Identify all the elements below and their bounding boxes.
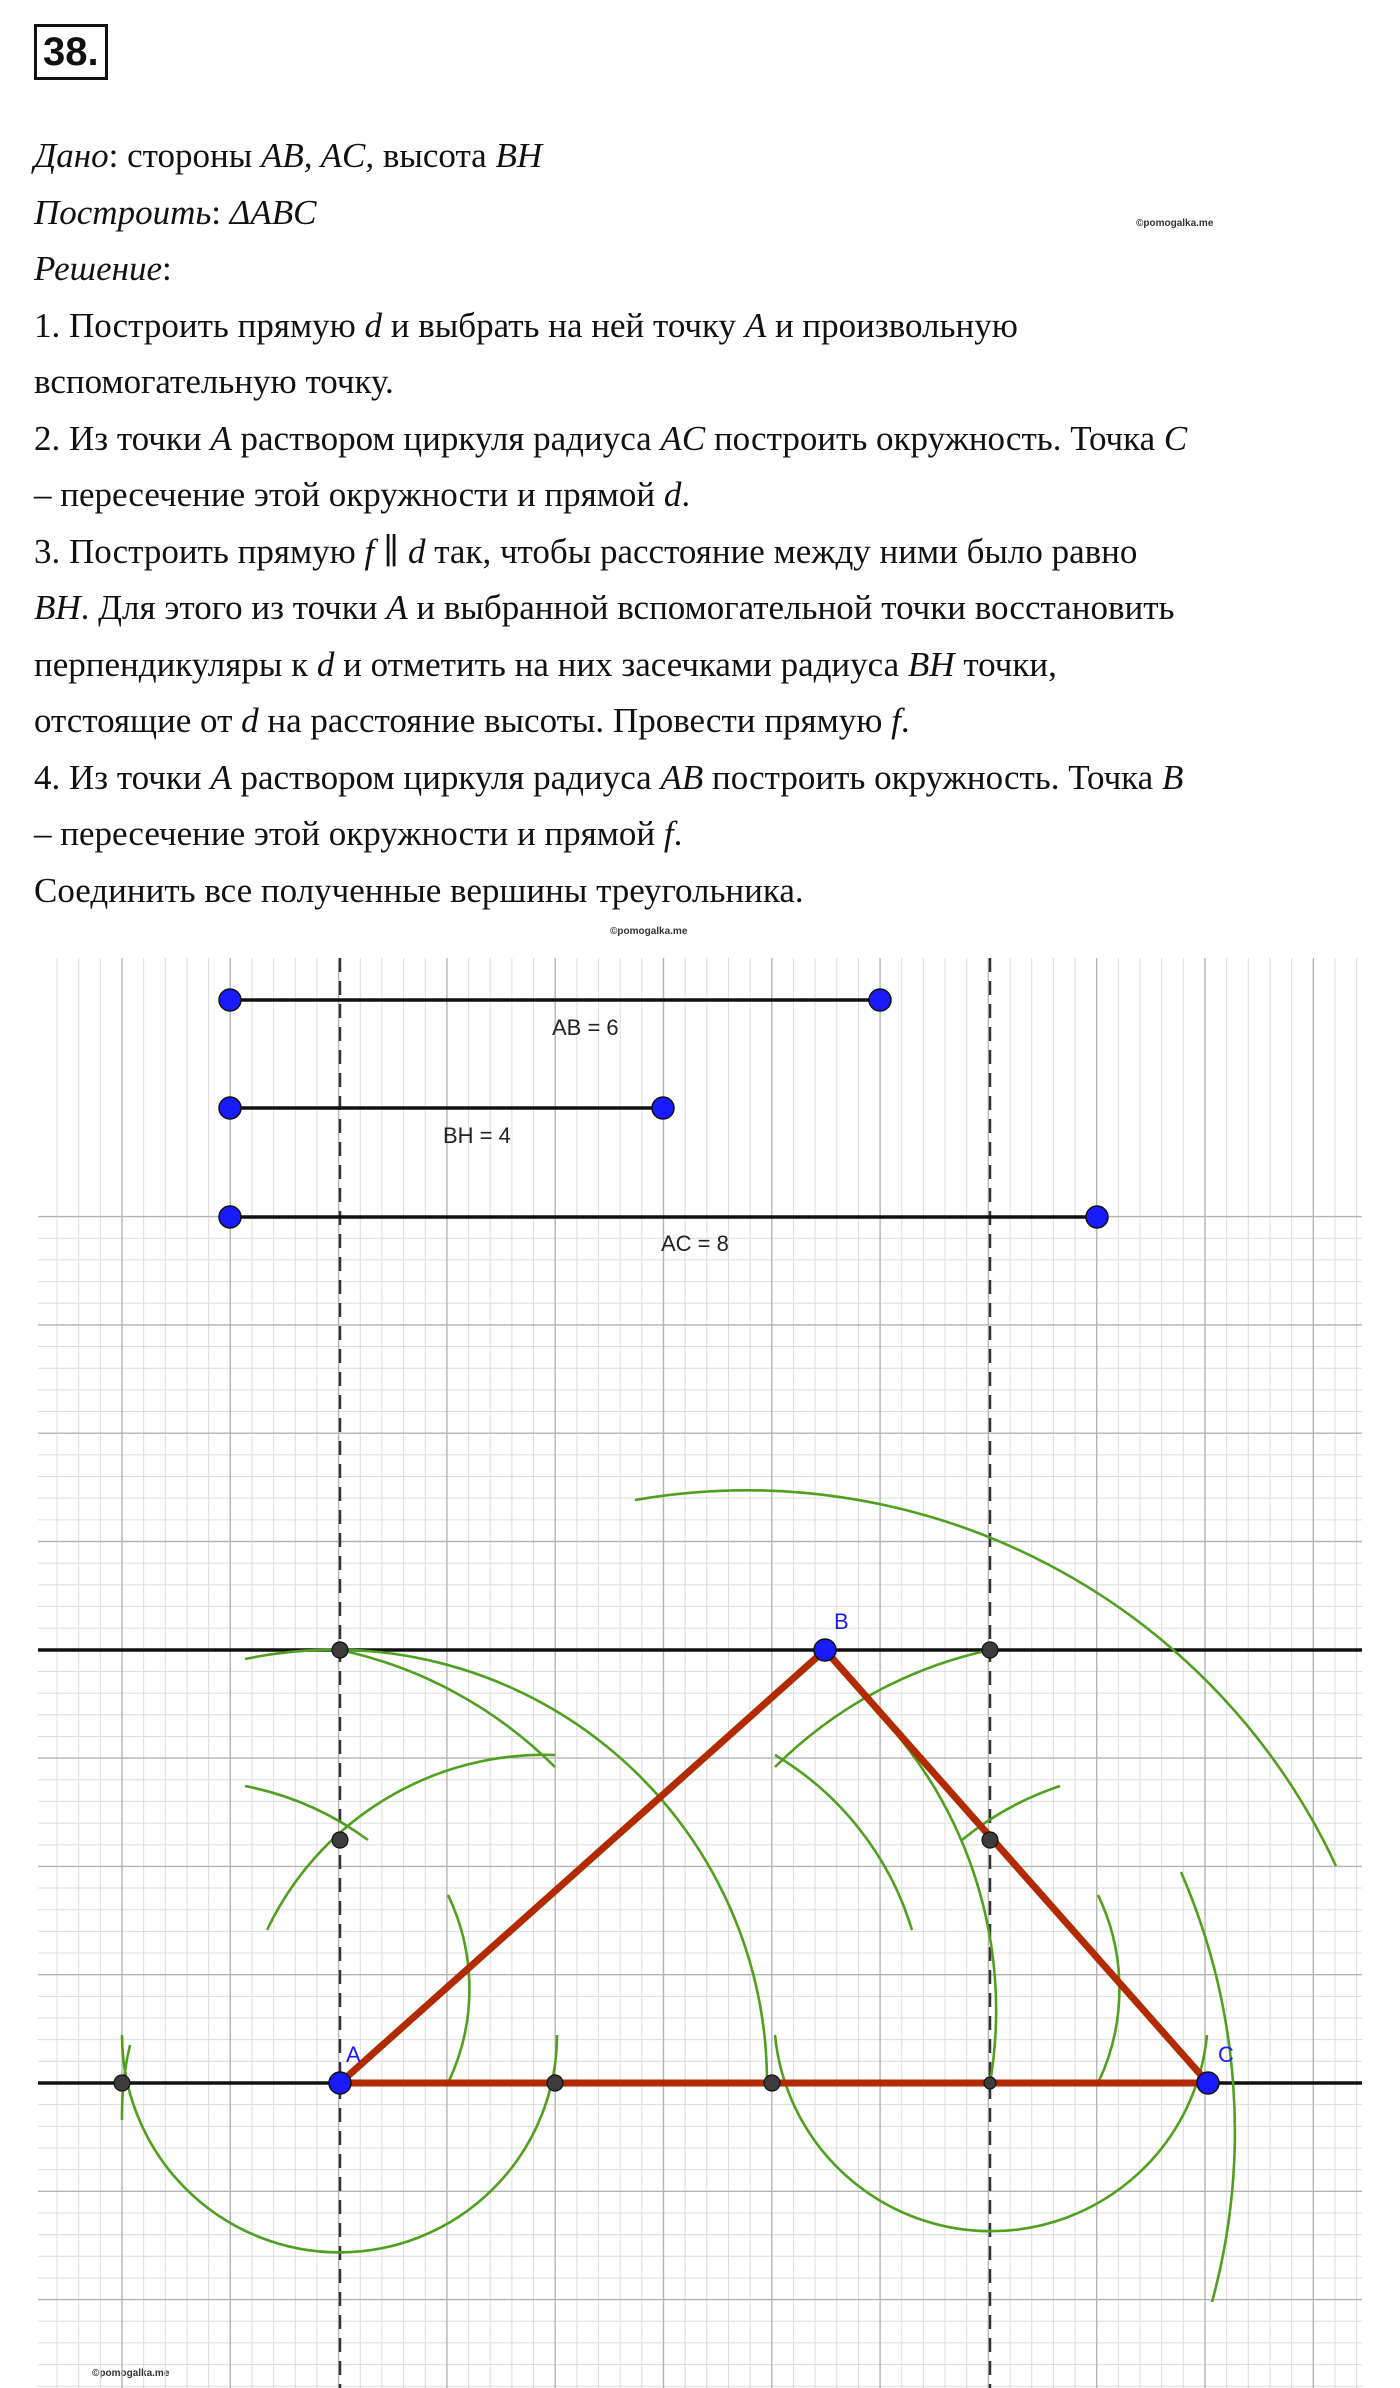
text-run: – пересечение этой окружности и прямой — [34, 814, 664, 853]
math-term: BH — [907, 644, 955, 684]
text-run: высота — [374, 136, 496, 175]
text-run: точки, — [954, 644, 1057, 684]
segment-endpoint — [869, 989, 891, 1011]
math-term: AC — [660, 418, 706, 458]
construction-figure — [0, 950, 1400, 2388]
text-run: и выбрать на ней точку — [382, 305, 745, 345]
text-run: на расстояние высоты. Провести прямую — [258, 701, 892, 740]
segment-endpoint — [652, 1097, 674, 1119]
point-b-label: B — [834, 1609, 849, 1634]
text-line — [34, 128, 1364, 185]
math-term: A — [210, 418, 232, 458]
text-run: ∥ — [374, 531, 408, 571]
text-run: перпендикуляры к — [34, 644, 317, 684]
text-line — [34, 806, 1364, 863]
text-line — [34, 580, 1364, 637]
text-run: – пересечение этой окружности и прямой — [34, 475, 664, 514]
math-term: ΔABC — [229, 192, 317, 232]
math-term: Дано — [34, 136, 109, 175]
text-line — [34, 693, 1364, 750]
task-number: 38. — [34, 24, 108, 80]
perpendicular-lines — [340, 958, 990, 2388]
arc-perp-a-side — [245, 1786, 368, 1840]
text-run: отстоящие от — [34, 701, 242, 740]
text-line — [34, 863, 1364, 920]
aux-point — [114, 2075, 130, 2091]
math-term: A — [210, 757, 232, 797]
arc-perp-a-upper — [448, 1895, 469, 2083]
text-run: и произвольную — [766, 305, 1018, 345]
math-term: C — [1163, 418, 1188, 458]
text-line — [34, 467, 1364, 524]
text-run: : — [162, 249, 172, 288]
text-run: . — [673, 814, 683, 853]
point-b — [814, 1639, 836, 1661]
math-term: Построить — [34, 192, 212, 232]
math-term: B — [1161, 757, 1184, 797]
math-term: AB, AC, — [260, 136, 375, 175]
aux-point — [764, 2075, 780, 2091]
aux-point — [332, 1642, 348, 1658]
triangle-vertices — [329, 1609, 1234, 2094]
segment-endpoint — [219, 1206, 241, 1228]
arc-perp-aux-side — [962, 1786, 1060, 1840]
math-term: Решение — [34, 249, 163, 288]
text-run: раствором циркуля радиуса — [231, 757, 661, 797]
text-run: Соединить все полученные вершины треугольника. — [34, 870, 804, 910]
watermark: ©pomogalka.me — [92, 2368, 170, 2379]
text-run: : стороны — [108, 136, 261, 175]
text-run: построить окружность. Точка — [703, 757, 1162, 797]
math-term: d — [407, 531, 426, 571]
text-run: : — [211, 192, 230, 232]
text-run: 1. Построить прямую — [34, 305, 365, 345]
math-term: d — [364, 305, 383, 345]
text-run: . — [681, 475, 691, 514]
text-line — [34, 524, 1364, 581]
segment-bh-label: BH = 4 — [443, 1123, 511, 1148]
math-term: d — [663, 475, 682, 514]
math-term: f — [891, 701, 901, 740]
watermark: ©pomogalka.me — [610, 926, 688, 937]
math-term: AB — [660, 757, 704, 797]
math-term: d — [241, 701, 259, 740]
text-run: так, чтобы расстояние между ними было равно — [425, 531, 1138, 571]
point-a-label: A — [346, 2042, 361, 2067]
segment-ab-label: AB = 6 — [552, 1015, 619, 1040]
math-term: f — [364, 531, 375, 571]
text-run: 3. Построить прямую — [34, 531, 365, 571]
math-term: BH — [495, 136, 543, 175]
text-run: построить окружность. Точка — [705, 418, 1164, 458]
math-term: A — [744, 305, 767, 345]
text-run: вспомогательную точку. — [34, 362, 394, 401]
text-line — [34, 185, 1364, 242]
math-term: BH — [34, 588, 81, 627]
text-line — [34, 411, 1364, 468]
math-term: d — [316, 644, 335, 684]
text-run: и отметить на них засечками радиуса — [334, 644, 908, 684]
text-line — [34, 241, 1364, 298]
segment-endpoint — [1086, 1206, 1108, 1228]
text-run: . — [900, 701, 910, 740]
grid — [38, 958, 1362, 2388]
aux-point — [982, 1642, 998, 1658]
text-run: и выбранной вспомогательной точки восстановить — [407, 588, 1175, 627]
arc-perp-aux-upper — [1098, 1895, 1119, 2083]
aux-point — [984, 2077, 996, 2089]
point-a — [329, 2072, 351, 2094]
arc-perp-aux-lower — [775, 1755, 912, 1930]
segment-endpoint — [219, 989, 241, 1011]
aux-point — [547, 2075, 563, 2091]
text-line — [34, 298, 1364, 355]
watermark: ©pomogalka.me — [1136, 218, 1214, 229]
segment-endpoint — [219, 1097, 241, 1119]
arc-ac-from-a — [635, 1490, 1336, 1866]
text-run: 4. Из точки — [34, 757, 211, 797]
text-line — [34, 354, 1364, 411]
text-run: раствором циркуля радиуса — [231, 418, 661, 458]
arc-ab-near-b — [875, 1710, 996, 2083]
text-line — [34, 750, 1364, 807]
point-c — [1197, 2072, 1219, 2094]
math-term: f — [663, 814, 674, 853]
text-run: 2. Из точки — [34, 418, 211, 458]
aux-point — [982, 1832, 998, 1848]
text-line — [34, 637, 1364, 694]
math-term: A — [386, 588, 408, 627]
aux-point — [332, 1832, 348, 1848]
text-run: . Для этого из точки — [80, 588, 387, 627]
segment-ac-label: AC = 8 — [661, 1231, 729, 1256]
point-c-label: C — [1218, 2042, 1234, 2067]
problem-text — [34, 128, 1364, 919]
